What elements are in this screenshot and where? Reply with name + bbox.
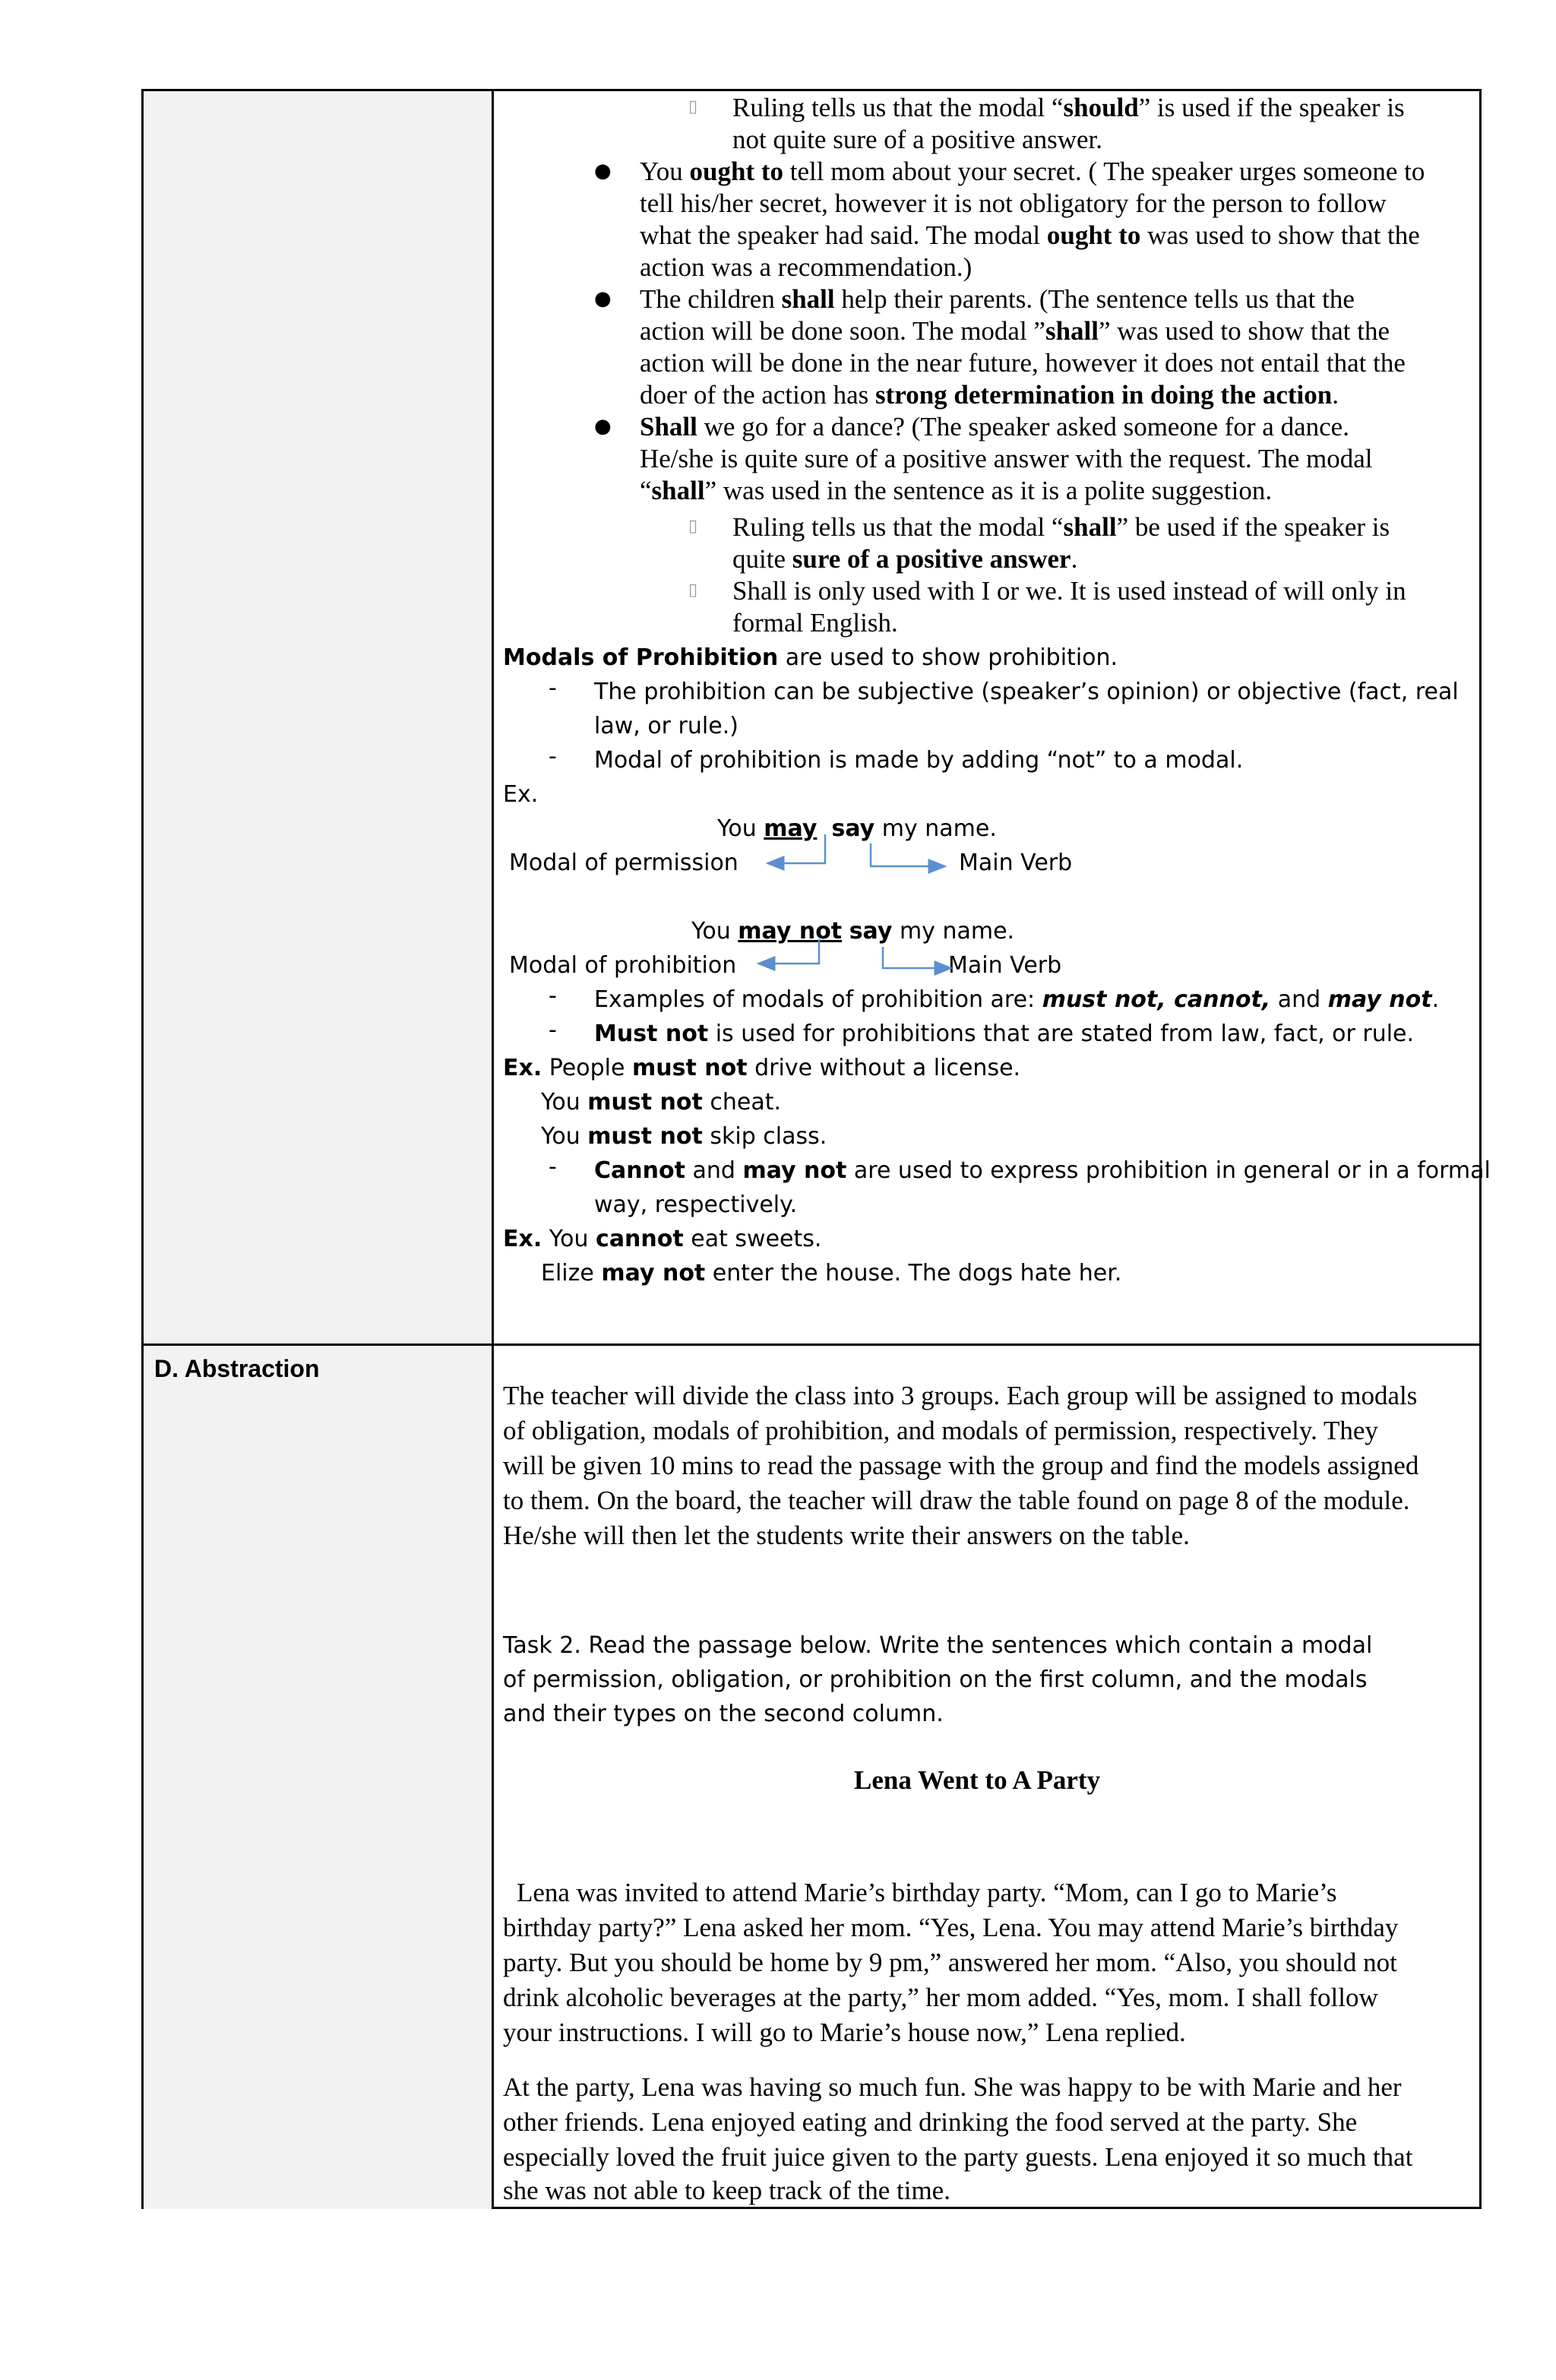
shall2-line1: Shall we go for a dance? (The speaker asked someone for a dance. <box>640 412 1349 442</box>
dash-marker: - <box>549 743 557 770</box>
arrow-to-modal-1 <box>767 834 825 863</box>
story-p1-line1: Lena was invited to attend Marie’s birthday party. “Mom, can I go to Marie’s <box>517 1878 1337 1907</box>
prohibition-dash5-line1: Cannot and may not are used to express prohibition in general or in a formal <box>594 1157 1491 1184</box>
sub-bullet-icon: ▯ <box>688 581 698 600</box>
shall2-line3: “shall” was used in the sentence as it is a polite suggestion. <box>640 476 1273 505</box>
ruling-shall-line2: quite sure of a positive answer. <box>732 544 1078 574</box>
example6: Ex. You cannot eat sweets. <box>503 1226 822 1252</box>
prohibition-dash1-line2: law, or rule.) <box>594 713 738 739</box>
section-label-abstraction: D. Abstraction <box>154 1355 320 1382</box>
abstraction-para-line4: to them. On the board, the teacher will draw the table found on page 8 of the module. <box>503 1486 1410 1515</box>
bullet-icon: ● <box>594 415 612 438</box>
prohibition-dash4: Must not is used for prohibitions that are stated from law, fact, or rule. <box>594 1021 1415 1047</box>
dash-marker: - <box>549 1154 557 1180</box>
ought-line4: action was a recommendation.) <box>640 252 972 282</box>
arrow-to-verb-2 <box>883 947 951 968</box>
example1-modal-label: Modal of permission <box>509 850 738 876</box>
prohibition-dash2: Modal of prohibition is made by adding “not” to a modal. <box>594 747 1244 774</box>
shall-only-line2: formal English. <box>732 608 898 638</box>
task2-line1: Task 2. Read the passage below. Write the sentences which contain a modal <box>503 1632 1373 1659</box>
ruling-should-line1: Ruling tells us that the modal “should” is used if the speaker is <box>732 93 1405 122</box>
example7: Elize may not enter the house. The dogs hate her. <box>541 1260 1122 1287</box>
dash-marker: - <box>549 1017 557 1043</box>
story-p1-line4: drink alcoholic beverages at the party,” her mom added. “Yes, mom. I shall follow <box>503 1983 1378 2012</box>
shall1-line3: action will be done in the near future, however it does not entail that the <box>640 348 1406 378</box>
example1-verb-label: Main Verb <box>959 850 1073 876</box>
story-title: Lena Went to A Party <box>854 1765 1101 1795</box>
shall1-line1: The children shall help their parents. (The sentence tells us that the <box>640 284 1355 314</box>
story-p1-line3: party. But you should be home by 9 pm,” answered her mom. “Also, you should not <box>503 1948 1397 1977</box>
prohibition-heading: Modals of Prohibition are used to show prohibition. <box>503 644 1118 671</box>
example2-sentence: You may not say my name. <box>691 918 1015 945</box>
prohibition-dash5-line2: way, respectively. <box>594 1192 798 1218</box>
example3: Ex. People must not drive without a license. <box>503 1055 1021 1081</box>
example2-verb-label: Main Verb <box>948 952 1062 979</box>
prohibition-dash3: Examples of modals of prohibition are: must not, cannot, and may not. <box>594 986 1440 1013</box>
ruling-should-line2: not quite sure of a positive answer. <box>732 125 1102 154</box>
arrow-to-modal-2 <box>758 939 819 964</box>
bullet-icon: ● <box>594 287 612 310</box>
shall-only-line1: Shall is only used with I or we. It is used instead of will only in <box>732 576 1406 606</box>
abstraction-para-line2: of obligation, modals of prohibition, and modals of permission, respectively. They <box>503 1416 1378 1445</box>
dash-marker: - <box>549 983 557 1009</box>
arrow-to-verb-1 <box>871 843 945 866</box>
story-p1-line5: your instructions. I will go to Marie’s house now,” Lena replied. <box>503 2018 1186 2047</box>
example-label: Ex. <box>503 781 539 808</box>
dash-marker: - <box>549 675 557 701</box>
example5: You must not skip class. <box>541 1123 827 1150</box>
abstraction-para-line3: will be given 10 mins to read the passage with the group and find the models assigned <box>503 1451 1419 1480</box>
ought-line2: tell his/her secret, however it is not obligatory for the person to follow <box>640 188 1387 218</box>
ought-line3: what the speaker had said. The modal ought to was used to show that the <box>640 220 1420 250</box>
prohibition-dash1-line1: The prohibition can be subjective (speaker’s opinion) or objective (fact, real <box>594 679 1459 705</box>
story-p1-line2: birthday party?” Lena asked her mom. “Yes, Lena. You may attend Marie’s birthday <box>503 1913 1399 1942</box>
example2-modal-label: Modal of prohibition <box>509 952 737 979</box>
shall1-line2: action will be done soon. The modal ”shall” was used to show that the <box>640 316 1390 346</box>
example4: You must not cheat. <box>541 1089 782 1116</box>
story-p2-line1: At the party, Lena was having so much fun. She was happy to be with Marie and her <box>503 2072 1402 2102</box>
task2-line2: of permission, obligation, or prohibition on the first column, and the modals <box>503 1666 1368 1693</box>
story-p2-line3: especially loved the fruit juice given to the party guests. Lena enjoyed it so much that <box>503 2142 1413 2172</box>
bullet-icon: ● <box>594 160 612 182</box>
task2-line3: and their types on the second column. <box>503 1701 944 1727</box>
example1-sentence: You may say my name. <box>717 815 997 842</box>
ruling-shall-line1: Ruling tells us that the modal “shall” be used if the speaker is <box>732 512 1390 542</box>
sub-bullet-icon: ▯ <box>688 97 698 116</box>
story-p2-line2: other friends. Lena enjoyed eating and drinking the food served at the party. She <box>503 2107 1358 2137</box>
ought-line1: You ought to tell mom about your secret. ( The speaker urges someone to <box>640 157 1425 186</box>
abstraction-para-line5: He/she will then let the students write their answers on the table. <box>503 1521 1190 1550</box>
sub-bullet-icon: ▯ <box>688 517 698 536</box>
shall2-line2: He/she is quite sure of a positive answer with the request. The modal <box>640 444 1373 473</box>
story-p2-line4: she was not able to keep track of the time. <box>503 2176 950 2205</box>
shall1-line4: doer of the action has strong determination in doing the action. <box>640 380 1339 410</box>
abstraction-para-line1: The teacher will divide the class into 3 groups. Each group will be assigned to modals <box>503 1381 1418 1410</box>
